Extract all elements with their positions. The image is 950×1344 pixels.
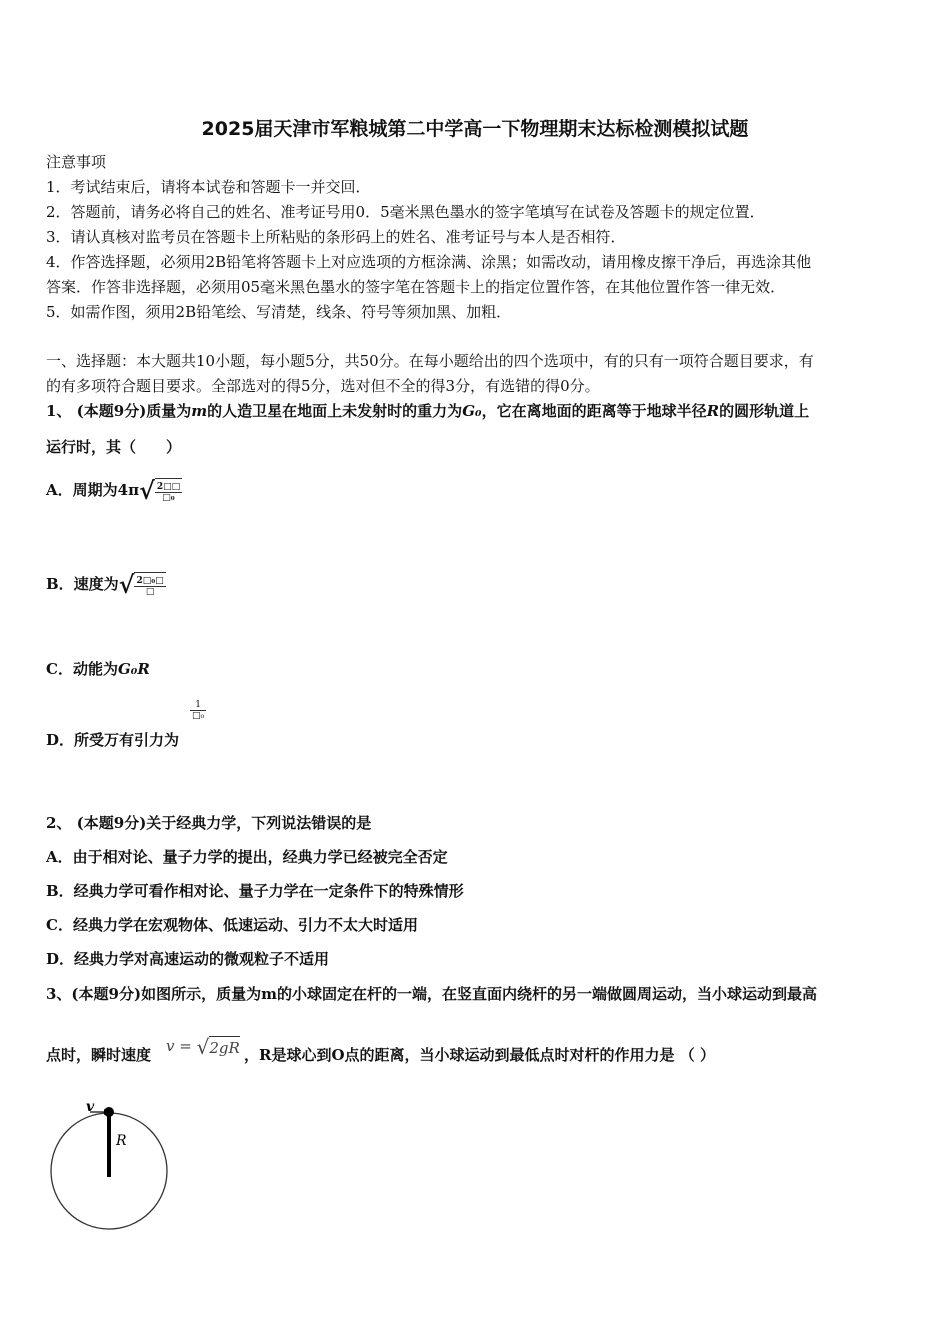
q3-stem-cont: 点时，瞬时速度 — [46, 1046, 152, 1064]
sqrt-symbol: √ $\frac{2□□}{\text{□₀}}$ — [139, 476, 181, 505]
q2-option-b[interactable]: B．经典力学可看作相对论、量子力学在一定条件下的特殊情形 — [46, 882, 464, 900]
notice-heading: 注意事项 — [46, 153, 107, 171]
q2-stem: 2、 (本题9分)关于经典力学，下列说法错误的是 — [46, 814, 372, 832]
q1-option-c[interactable]: C．动能为G₀R — [46, 660, 150, 678]
notice-item-3: 3．请认真核对监考员在答题卡上所粘贴的条形码上的姓名、准考证号与本人是否相符． — [46, 228, 626, 246]
q1-option-a[interactable]: A．周期为4π √ $\frac{2□□}{\text{□₀}}$ — [46, 476, 181, 505]
q1-option-b[interactable]: B．速度为 √ $\frac{\text{2□₀□}}{□}$ — [46, 570, 164, 599]
q1-stem: 1、 (本题9分)质量为m的人造卫星在地面上未发射时的重力为G₀，它在离地面的距离等于地球半径R的圆形轨道上 — [46, 402, 810, 420]
r-label: R — [116, 1133, 127, 1149]
q1-option-d-fraction: $\frac{1}{\text{□₀}}$ — [192, 700, 205, 721]
q2-option-a[interactable]: A．由于相对论、量子力学的提出，经典力学已经被完全否定 — [46, 848, 448, 866]
q3-stem: 3、(本题9分)如图所示，质量为m的小球固定在杆的一端，在竖直面内绕杆的另一端做圆周运动，当小球运动到最高 — [46, 985, 817, 1003]
q3-circle-diagram — [40, 1095, 180, 1235]
section1-instructions: 一、选择题：本大题共10小题，每小题5分，共50分。在每小题给出的四个选项中，有的只有一项符合题目要求，有 — [46, 352, 814, 370]
notice-item-1: 1．考试结束后，请将本试卷和答题卡一并交回． — [46, 178, 371, 196]
section1-instructions-cont: 的有多项符合题目要求。全部选对的得5分，选对但不全的得3分，有选错的得0分。 — [46, 377, 600, 395]
q2-option-d[interactable]: D．经典力学对高速运动的微观粒子不适用 — [46, 950, 330, 968]
sqrt-symbol: √ $\frac{\text{2□₀□}}{□}$ — [118, 570, 164, 599]
notice-item-5: 5．如需作图，须用2B铅笔绘、写清楚，线条、符号等须加黑、加粗． — [46, 303, 512, 321]
q1-stem-cont: 运行时，其（ ） — [46, 438, 182, 456]
notice-item-4-cont: 答案．作答非选择题，必须用05毫米黑色墨水的签字笔在答题卡上的指定位置作答，在其他位置作答一律无效． — [46, 278, 786, 296]
q2-option-c[interactable]: C．经典力学在宏观物体、低速运动、引力不太大时适用 — [46, 916, 418, 934]
page-title: 2025届天津市军粮城第二中学高一下物理期末达标检测模拟试题 — [201, 118, 749, 140]
notice-item-2: 2．答题前，请务必将自己的姓名、准考证号用0．5毫米黑色墨水的签字笔填写在试卷及答题卡的规定位置． — [46, 203, 765, 221]
v-label: v — [86, 1099, 95, 1115]
q3-stem-cont-2: ，R是球心到O点的距离，当小球运动到最低点时对杆的作用力是 （ ） — [244, 1046, 715, 1064]
notice-item-4: 4．作答选择题，必须用2B铅笔将答题卡上对应选项的方框涂满、涂黑；如需改动，请用橡皮擦干净后，再选涂其他 — [46, 253, 812, 271]
q1-option-d[interactable]: D．所受万有引力为 — [46, 731, 180, 749]
q3-velocity-formula: v = √ 2gR — [166, 1035, 240, 1059]
sqrt-symbol: √ 2gR — [196, 1035, 240, 1059]
